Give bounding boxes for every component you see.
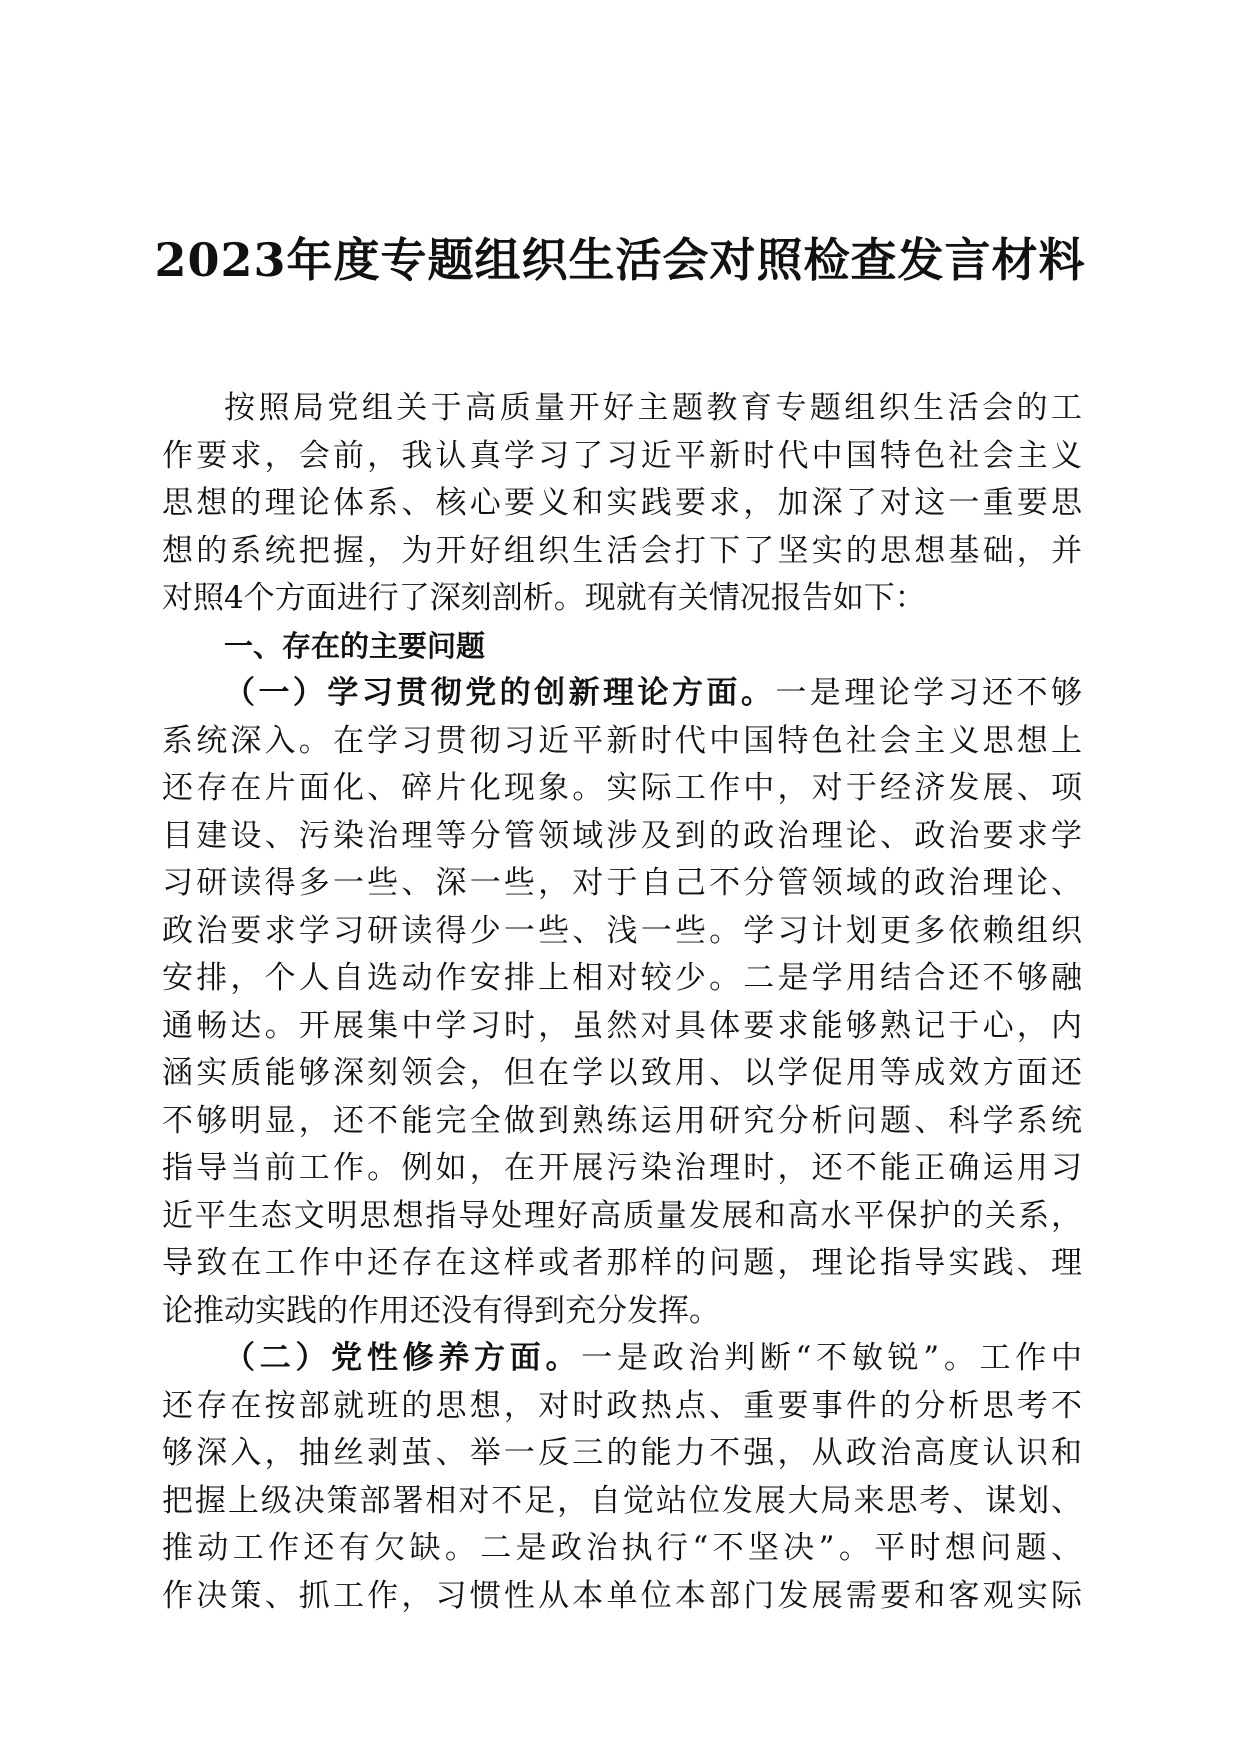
document-body — [162, 385, 1082, 1620]
body-line: 导致在工作中还存在这样或者那样的问题，理论指导实践、理 — [162, 1245, 1082, 1281]
body-line: 指导当前工作。例如，在开展污染治理时，还不能正确运用习 — [162, 1150, 1082, 1186]
body-line: 作决策、抓工作，习惯性从本单位本部门发展需要和客观实际 — [162, 1577, 1082, 1614]
section-heading: 一、存在的主要问题 — [224, 628, 486, 663]
body-line: 把握上级决策部署相对不足，自觉站位发展大局来思考、谋划、 — [162, 1482, 1082, 1519]
subsection-1-first-line — [162, 670, 1082, 718]
body-line: 涵实质能够深刻领会，但在学以致用、以学促用等成效方面还 — [162, 1055, 1082, 1091]
subsection-2-first-line — [162, 1335, 1082, 1383]
body-line: 还存在按部就班的思想，对时政热点、重要事件的分析思考不 — [162, 1387, 1082, 1424]
subsection-1-text: 一是理论学习还不够 — [775, 675, 1083, 711]
body-line: 习研读得多一些、深一些，对于自己不分管领域的政治理论、 — [162, 865, 1082, 901]
subsection-2-text: 一是政治判断“不敏锐”。工作中 — [581, 1340, 1083, 1376]
intro-line: 按照局党组关于高质量开好主题教育专题组织生活会的工 — [224, 390, 1082, 426]
subsection-2-title: （二）党性修养方面。 — [224, 1340, 582, 1376]
body-line: 推动工作还有欠缺。二是政治执行“不坚决”。平时想问题、 — [162, 1530, 1082, 1566]
body-line: 还存在片面化、碎片化现象。实际工作中，对于经济发展、项 — [162, 770, 1082, 806]
intro-line: 作要求，会前，我认真学习了习近平新时代中国特色社会主义 — [162, 437, 1082, 474]
body-line: 安排，个人自选动作安排上相对较少。二是学用结合还不够融 — [162, 960, 1082, 996]
body-line: 够深入，抽丝剥茧、举一反三的能力不强，从政治高度认识和 — [162, 1435, 1082, 1471]
body-line: 近平生态文明思想指导处理好高质量发展和高水平保护的关系， — [162, 1197, 1082, 1234]
intro-line: 想的系统把握，为开好组织生活会打下了坚实的思想基础，并 — [162, 532, 1082, 569]
intro-line: 对照4个方面进行了深刻剖析。现就有关情况报告如下： — [162, 580, 926, 616]
body-line: 论推动实践的作用还没有得到充分发挥。 — [162, 1292, 720, 1329]
body-line: 通畅达。开展集中学习时，虽然对具体要求能够熟记于心，内 — [162, 1007, 1082, 1044]
intro-line: 思想的理论体系、核心要义和实践要求，加深了对这一重要思 — [162, 485, 1082, 521]
document-title: 2023年度专题组织生活会对照检查发言材料 — [154, 233, 1086, 287]
subsection-1-title: （一）学习贯彻党的创新理论方面。 — [224, 675, 776, 711]
body-line: 不够明显，还不能完全做到熟练运用研究分析问题、科学系统 — [162, 1102, 1082, 1139]
body-line: 政治要求学习研读得少一些、浅一些。学习计划更多依赖组织 — [162, 912, 1082, 949]
body-line: 目建设、污染治理等分管领域涉及到的政治理论、政治要求学 — [162, 817, 1082, 854]
body-line: 系统深入。在学习贯彻习近平新时代中国特色社会主义思想上 — [162, 722, 1082, 759]
